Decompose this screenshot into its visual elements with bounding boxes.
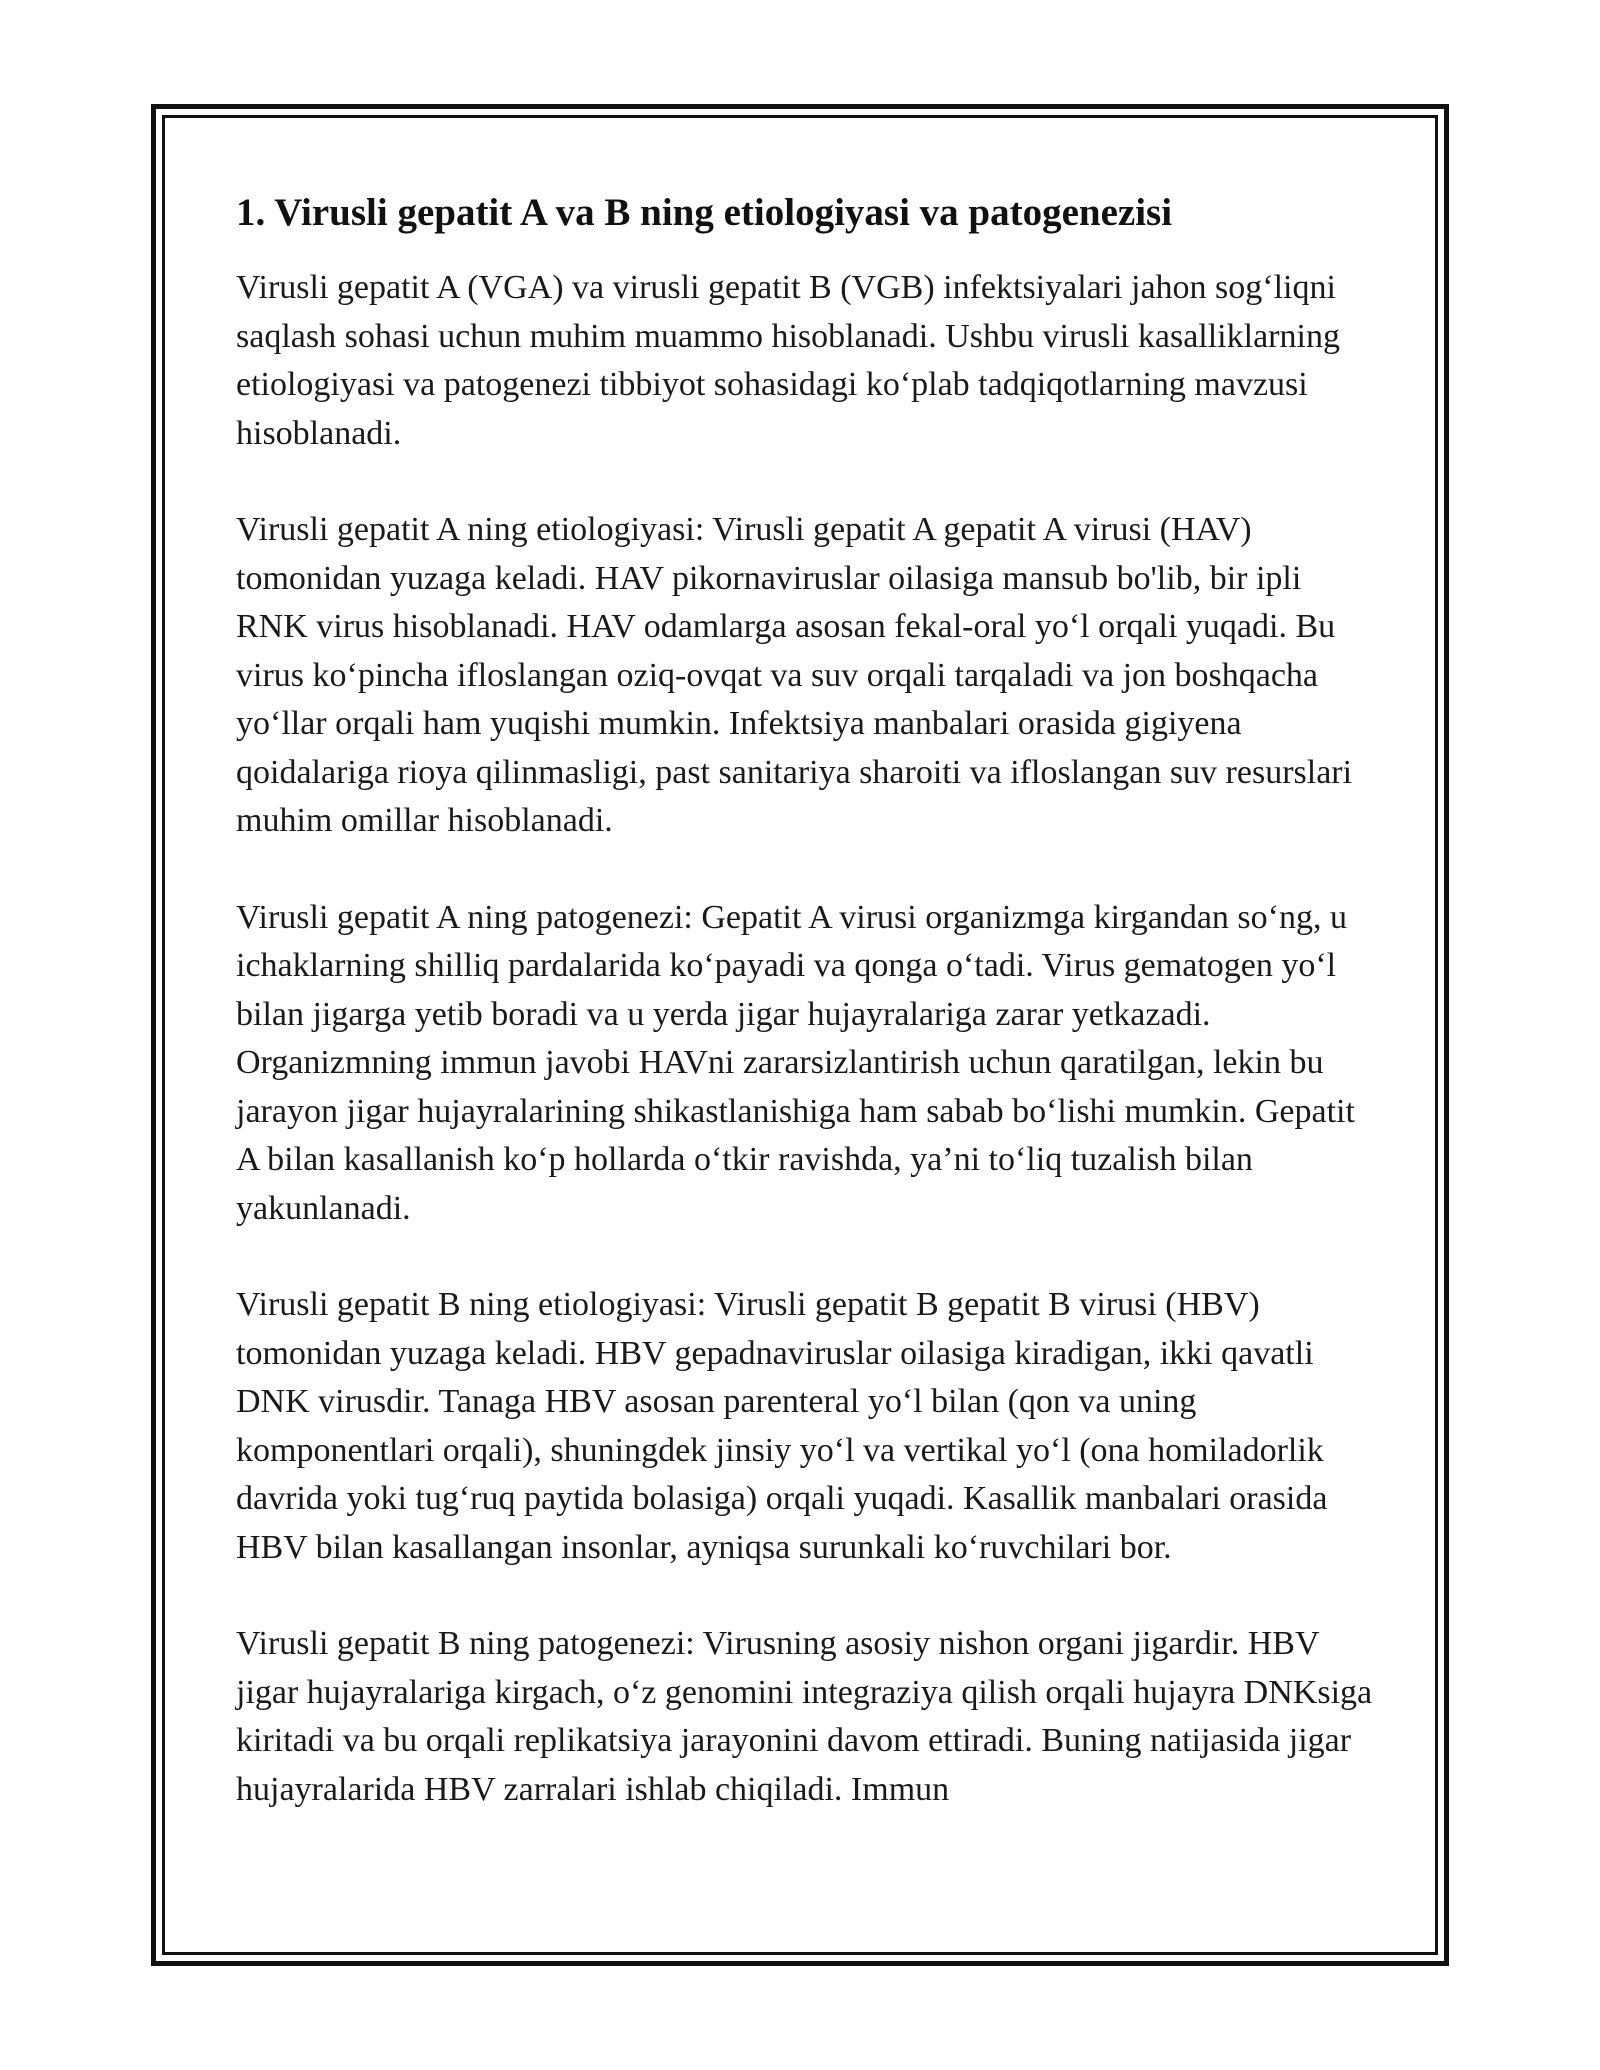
paragraph-hav-pathogenesis: Virusli gepatit A ning patogenezi: Gepatit A virusi organizmga kirgandan so‘ng, u ichaklarning shilliq pardalarida ko‘payadi va qonga o‘tadi. Virus gematogen yo‘l bilan jigarga yetib boradi va u yerda jigar hujayralariga zarar yetkazadi. Organizmning immun javobi HAVni zararsizlantirish uchun qaratilgan, lekin bu jarayon jigar hujayralarining shikastlanishiga ham sabab bo‘lishi mumkin. Gepatit A bilan kasallanish ko‘p hollarda o‘tkir ravishda, ya’ni to‘liq tuzalish bilan yakunlanadi. [236, 898, 1355, 1227]
section-heading: 1. Virusli gepatit A va B ning etiologiyasi va patogenezisi [236, 191, 1173, 234]
paragraph-hav-etiology: Virusli gepatit A ning etiologiyasi: Virusli gepatit A gepatit A virusi (HAV) tomonidan yuzaga keladi. HAV pikornaviruslar oilasiga mansub bo'lib, bir ipli RNK virus hisoblanadi. HAV odamlarga asosan fekal-oral yo‘l orqali yuqadi. Bu virus ko‘pincha ifloslangan oziq-ovqat va suv orqali tarqaladi va jon boshqacha yo‘llar orqali ham yuqishi mumkin. Infektsiya manbalari orasida gigiyena qoidalariga rioya qilinmasligi, past sanitariya sharoiti va ifloslangan suv resurslari muhim omillar hisoblanadi. [236, 511, 1353, 839]
document-body [236, 188, 1376, 1862]
paragraph-intro: Virusli gepatit A (VGA) va virusli gepatit B (VGB) infektsiyalari jahon sog‘liqni saqlash sohasi uchun muhim muammo hisoblanadi. Ushbu virusli kasalliklarning etiologiyasi va patogenezi tibbiyot sohasidagi ko‘plab tadqiqotlarning mavzusi hisoblanadi. [236, 269, 1340, 452]
paragraph-hbv-etiology: Virusli gepatit B ning etiologiyasi: Virusli gepatit B gepatit B virusi (HBV) tomonidan yuzaga keladi. HBV gepadnaviruslar oilasiga kiradigan, ikki qavatli DNK virusdir. Tanaga HBV asosan parenteral yo‘l bilan (qon va uning komponentlari orqali), shuningdek jinsiy yo‘l va vertikal yo‘l (ona homiladorlik davrida yoki tug‘ruq paytida bolasiga) orqali yuqadi. Kasallik manbalari orasida HBV bilan kasallangan insonlar, ayniqsa surunkali ko‘ruvchilari bor. [236, 1286, 1328, 1566]
paragraph-hbv-pathogenesis: Virusli gepatit B ning patogenezi: Virusning asosiy nishon organi jigardir. HBV jigar hujayralariga kirgach, o‘z genomini integraziya qilish orqali hujayra DNKsiga kiritadi va bu orqali replikatsiya jarayonini davom ettiradi. Buning natijasida jigar hujayralarida HBV zarralari ishlab chiqiladi. Immun [236, 1625, 1373, 1808]
